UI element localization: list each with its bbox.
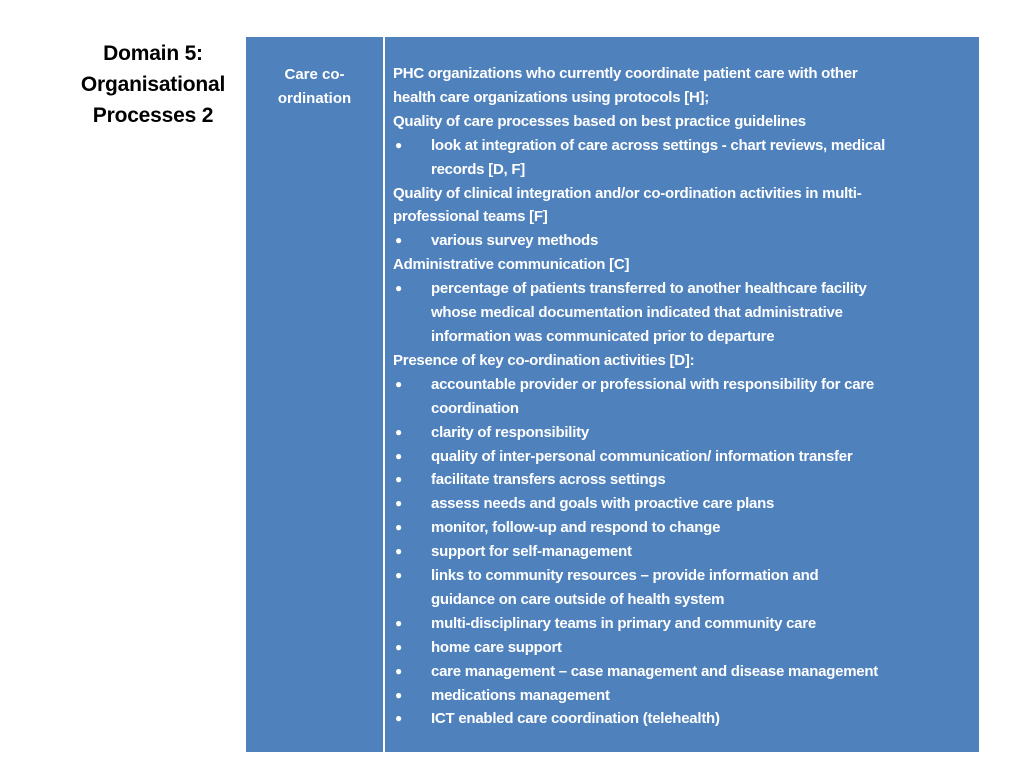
bullet-text-line: clarity of responsibility bbox=[431, 423, 589, 441]
bullet-text-line: coordination bbox=[431, 399, 519, 417]
bullet-dot-icon: ● bbox=[395, 233, 402, 248]
bullet-text-line: records [D, F] bbox=[431, 160, 526, 178]
section-heading-line: Administrative communication [C] bbox=[393, 256, 630, 274]
bullet-item bbox=[393, 445, 975, 469]
bullet-item bbox=[393, 540, 975, 564]
bullet-text bbox=[431, 373, 975, 421]
bullet-text-line: links to community resources – provide information and bbox=[431, 567, 819, 585]
bullet-text bbox=[431, 684, 975, 708]
bullet-text-line: monitor, follow-up and respond to change bbox=[431, 519, 721, 537]
bullet-text-line: look at integration of care across settings - chart reviews, medical bbox=[431, 136, 885, 154]
bullet-text bbox=[431, 636, 975, 660]
bullet-item bbox=[393, 134, 975, 182]
bullet-text-line: ICT enabled care coordination (telehealth) bbox=[431, 710, 720, 728]
slide-title bbox=[64, 38, 242, 131]
content-table bbox=[246, 37, 979, 752]
bullet-text-line: facilitate transfers across settings bbox=[431, 471, 666, 489]
section-heading-line: health care organizations using protocols [H]; bbox=[393, 88, 710, 106]
bullet-text bbox=[431, 229, 975, 253]
bullet-text-line: care management – case management and disease management bbox=[431, 662, 879, 680]
bullet-text-line: guidance on care outside of health system bbox=[431, 590, 725, 608]
category-label-line: Care co- bbox=[284, 66, 345, 83]
bullet-text-line: quality of inter-personal communication/ information transfer bbox=[431, 447, 853, 465]
bullet-dot-icon: ● bbox=[395, 520, 402, 535]
bullet-text-line: home care support bbox=[431, 638, 562, 656]
bullet-text bbox=[431, 660, 975, 684]
bullet-text bbox=[431, 421, 975, 445]
bullet-item bbox=[393, 636, 975, 660]
bullet-dot-icon: ● bbox=[395, 496, 402, 511]
bullet-item bbox=[393, 660, 975, 684]
bullet-text-line: medications management bbox=[431, 686, 610, 704]
slide-title-line: Organisational bbox=[80, 73, 226, 96]
section-heading bbox=[393, 182, 975, 230]
section-heading-line: PHC organizations who currently coordinate patient care with other bbox=[393, 65, 858, 82]
bullet-dot-icon: ● bbox=[395, 639, 402, 654]
bullet-text bbox=[431, 516, 975, 540]
bullet-item bbox=[393, 492, 975, 516]
slide-title-line: Domain 5: bbox=[103, 42, 203, 65]
bullet-item bbox=[393, 229, 975, 253]
bullet-text-line: assess needs and goals with proactive care plans bbox=[431, 495, 775, 513]
bullet-dot-icon: ● bbox=[395, 615, 402, 630]
bullet-text bbox=[431, 134, 975, 182]
bullet-text-line: whose medical documentation indicated that administrative bbox=[431, 304, 843, 322]
bullet-text bbox=[431, 492, 975, 516]
bullet-item bbox=[393, 468, 975, 492]
section-heading-line: Quality of care processes based on best practice guidelines bbox=[393, 112, 806, 130]
bullet-item bbox=[393, 612, 975, 636]
bullet-text-line: multi-disciplinary teams in primary and community care bbox=[431, 614, 816, 632]
bullet-item bbox=[393, 707, 975, 731]
bullet-dot-icon: ● bbox=[395, 137, 402, 152]
bullet-text bbox=[431, 564, 975, 612]
bullet-item bbox=[393, 516, 975, 540]
bullet-item bbox=[393, 564, 975, 612]
bullet-text bbox=[431, 540, 975, 564]
category-label-line: ordination bbox=[277, 90, 352, 107]
bullet-item bbox=[393, 421, 975, 445]
bullet-dot-icon: ● bbox=[395, 281, 402, 296]
bullet-text bbox=[431, 445, 975, 469]
bullet-text bbox=[431, 277, 975, 349]
section-heading-line: professional teams [F] bbox=[393, 208, 548, 226]
section-heading bbox=[393, 110, 975, 134]
bullet-dot-icon: ● bbox=[395, 687, 402, 702]
bullet-dot-icon: ● bbox=[395, 376, 402, 391]
bullet-text-line: support for self-management bbox=[431, 543, 632, 561]
bullet-item bbox=[393, 684, 975, 708]
bullet-dot-icon: ● bbox=[395, 544, 402, 559]
bullet-text-line: accountable provider or professional with responsibility for care bbox=[431, 375, 875, 393]
bullet-item bbox=[393, 373, 975, 421]
section-heading bbox=[393, 349, 975, 373]
bullet-text-line: various survey methods bbox=[431, 232, 599, 250]
bullet-dot-icon: ● bbox=[395, 472, 402, 487]
bullet-text-line: percentage of patients transferred to another healthcare facility bbox=[431, 280, 867, 298]
description-cell bbox=[385, 37, 979, 752]
bullet-dot-icon: ● bbox=[395, 448, 402, 463]
section-heading-line: Quality of clinical integration and/or co-ordination activities in multi- bbox=[393, 184, 862, 202]
bullet-dot-icon: ● bbox=[395, 568, 402, 583]
bullet-text bbox=[431, 707, 975, 731]
bullet-text bbox=[431, 612, 975, 636]
bullet-dot-icon: ● bbox=[395, 424, 402, 439]
bullet-dot-icon: ● bbox=[395, 711, 402, 726]
bullet-item bbox=[393, 277, 975, 349]
bullet-dot-icon: ● bbox=[395, 663, 402, 678]
category-cell bbox=[246, 37, 385, 752]
bullet-text-line: information was communicated prior to departure bbox=[431, 327, 775, 345]
bullet-text bbox=[431, 468, 975, 492]
section-heading bbox=[393, 62, 975, 110]
section-heading-line: Presence of key co-ordination activities [D]: bbox=[393, 351, 695, 369]
slide-title-line: Processes 2 bbox=[92, 104, 214, 127]
section-heading bbox=[393, 253, 975, 277]
